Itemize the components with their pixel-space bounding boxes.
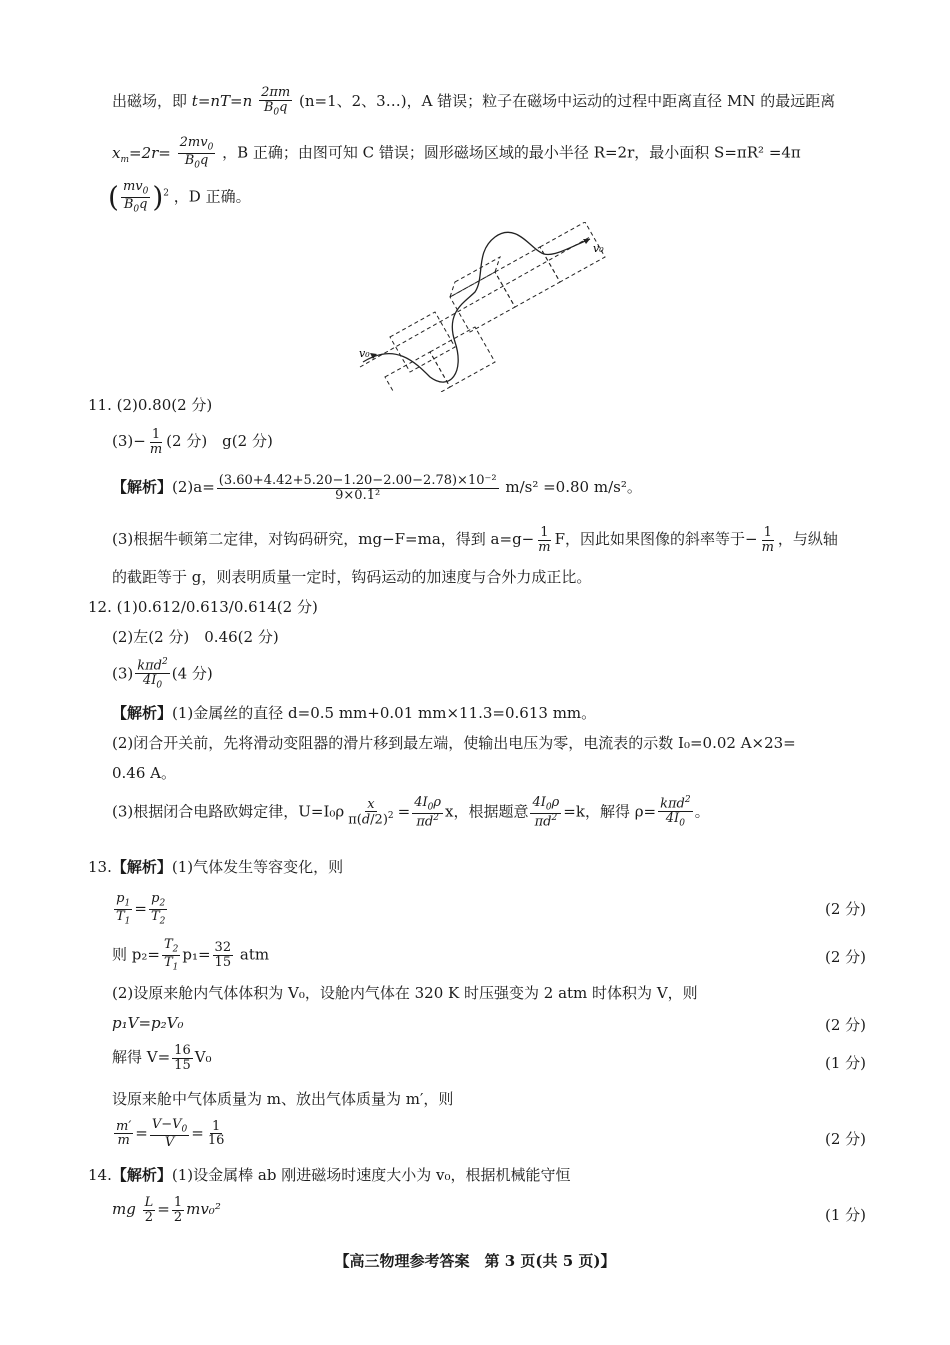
jiexi-label: 【解析】	[112, 704, 173, 722]
score: (1 分)	[824, 1206, 866, 1224]
q13-eq-2	[112, 938, 269, 973]
fraction-1-m: $\frac{1}{m}$	[538, 525, 551, 555]
q13-line-6: 设原来舱中气体质量为 m、放出气体质量为 m′，则	[112, 1090, 454, 1108]
paren-left: (	[108, 180, 119, 214]
text: ，B 正确；由图可知 C 错误；圆形磁场区域的最小半径 R=2r，最小面积 S=πR² =4π	[222, 143, 801, 162]
score: (1 分)	[824, 1054, 866, 1072]
text: mg	[112, 1200, 136, 1219]
fraction-rho: $\frac{k\pi d^2}{4I_0}$	[660, 795, 691, 829]
q13-eq-4: p₁V=p₂V₀	[112, 1014, 184, 1032]
fraction-1-2: $\frac{1}{2}$	[173, 1195, 183, 1225]
fraction-1-16: $\frac{1}{16}$	[207, 1118, 225, 1149]
fraction-T2-T1: $\frac{T_2}{T_1}$	[163, 937, 179, 973]
label-v0-right: v₀	[593, 242, 604, 255]
jiexi-label: 【解析】	[112, 478, 173, 497]
text: 14.	[88, 1166, 112, 1184]
q11-answer-2: 11. (2)0.80(2 分)	[88, 396, 213, 414]
paren-right: )	[152, 180, 164, 214]
cell	[385, 352, 450, 392]
particle-trajectory	[363, 232, 590, 382]
q13-eq-5	[112, 1044, 212, 1072]
q12-jiexi-2a: (2)闭合开关前，先将滑动变阻器的滑片移到最左端，使输出电压为零，电流表的示数 I₀=0.02 A×23=	[112, 734, 796, 752]
text: atm	[239, 945, 270, 964]
text: (n=1、2、3…)，A 错误；粒子在磁场中运动的过程中距离直径 MN 的最远距离	[299, 91, 836, 110]
fraction-accel: $\frac{\text{(3.60+4.42+5.20−1.20−2.00−2.78)×10⁻²}}{\text{9×0.1²}}$	[218, 473, 497, 503]
formula-xm: $x_m=2r=$	[112, 143, 171, 165]
cell	[390, 312, 455, 372]
formula-t: t=nT=n	[191, 91, 253, 110]
text: (1)设金属棒 ab 刚进磁场时速度大小为 v₀，根据机械能守恒	[171, 1166, 571, 1184]
p10-line-3: ( $\frac{mv_0}{B_0q}$ )$^2$ ，D 正确。	[108, 179, 251, 215]
text: =	[191, 1123, 204, 1142]
text: (2 分) g(2 分)	[166, 432, 273, 451]
fraction-2mv0: $\frac{2mv_0}{B_0q}$	[179, 135, 214, 171]
q12-answer-1: 12. (1)0.612/0.613/0.614(2 分)	[88, 598, 318, 616]
score: (2 分)	[824, 1130, 866, 1148]
jiexi-label: 【解析】	[111, 858, 172, 876]
fraction-1-m: $\frac{1}{m}$	[149, 427, 163, 457]
text: (3)根据牛顿第二定律，对钩码研究，mg−F=ma，得到 a=g−	[112, 530, 535, 549]
p10-line-1	[112, 86, 835, 118]
q12-answer-2: (2)左(2 分) 0.46(2 分)	[112, 628, 279, 646]
fraction-1-m: $\frac{1}{m}$	[761, 525, 774, 555]
text: (4 分)	[171, 664, 213, 683]
q12-jiexi-2b: 0.46 A。	[112, 764, 176, 782]
band-line-top	[360, 237, 590, 367]
text: (3)根据闭合电路欧姆定律，U=I₀ρ	[112, 802, 345, 821]
q12-jiexi-3: (3)根据闭合电路欧姆定律，U=I₀ρ $\frac{x}{\pi(d/2)^2}$ = $\frac{4I_0\rho}{\pi d^2}$ x，根据题意 $\frac{4I_0\rho}{\pi d^2}$ =k，解得 ρ= $\frac{k\pi d^2}{4I_0}$ 。	[112, 795, 710, 830]
fraction-4I0rho: $\frac{4I_0\rho}{\pi d^2}$	[414, 795, 442, 830]
fraction-p2-T2: $\frac{p_2}{T_2}$	[150, 891, 166, 927]
fraction-32-15: $\frac{32}{15}$	[214, 940, 232, 971]
q12-answer-3	[112, 658, 213, 691]
text: x，根据题意	[445, 802, 529, 821]
cell	[430, 327, 495, 387]
text: F，因此如果图像的斜率等于−	[554, 530, 758, 549]
text: m/s² =0.80 m/s²。	[505, 478, 642, 497]
fraction-16-15: $\frac{16}{15}$	[174, 1043, 191, 1073]
text: 出磁场，即	[112, 91, 188, 110]
text: (2)a=	[172, 478, 215, 497]
text: 13.	[88, 858, 112, 876]
fraction-rho: $\frac{k\pi d^2}{4I_0}$	[137, 657, 168, 691]
text: V₀	[194, 1048, 212, 1067]
score: (2 分)	[824, 948, 866, 966]
text: ，D 正确。	[173, 187, 251, 206]
q13-head	[88, 858, 343, 876]
fraction-mv0: $\frac{mv_0}{B_0q}$	[122, 179, 149, 215]
q13-eq-7: $\frac{m'}{m}$ = $\frac{V-V_0}{V}$ = $\frac{1}{16}$	[116, 1117, 225, 1151]
q12-jiexi-1	[112, 704, 596, 722]
fraction-L-2: $\frac{L}{2}$	[144, 1195, 154, 1225]
text: 解得 V=	[112, 1048, 171, 1067]
label-v0-left: v₀	[359, 347, 370, 360]
trajectory-figure	[355, 222, 625, 392]
text: 。	[694, 802, 710, 821]
q11-jiexi-2	[112, 474, 642, 502]
text: (1)气体发生等容变化，则	[171, 858, 344, 876]
q14-eq-1	[112, 1196, 221, 1224]
score: (2 分)	[824, 1016, 866, 1034]
fraction-x-area: $\frac{x}{\pi(d/2)^2}$	[348, 796, 394, 828]
jiexi-label: 【解析】	[111, 1166, 172, 1184]
score: (2 分)	[824, 900, 866, 918]
q11-jiexi-3b: 的截距等于 g，则表明质量一定时，钩码运动的加速度与合外力成正比。	[112, 568, 592, 586]
fraction-2pim: $\frac{2\pi m}{B_0q}$	[261, 85, 291, 118]
fraction-p1-T1: $\frac{p_1}{T_1}$	[116, 891, 131, 927]
page-footer: 【高三物理参考答案 第 3 页(共 5 页)】	[334, 1252, 616, 1270]
cell	[495, 247, 560, 307]
text: (3)−	[112, 432, 146, 451]
text: 则 p₂=	[112, 945, 160, 964]
text: =	[157, 1200, 170, 1219]
text: (1)金属丝的直径 d=0.5 mm+0.01 mm×11.3=0.613 mm。	[172, 704, 597, 722]
cell	[450, 272, 515, 332]
q14-head	[88, 1166, 570, 1184]
q11-jiexi-3a	[112, 526, 838, 554]
fraction-mprime-m: $\frac{m'}{m}$	[116, 1118, 132, 1149]
q11-answer-3	[112, 428, 273, 456]
text: p₁=	[182, 945, 211, 964]
fraction-V-V0: $\frac{V-V_0}{V}$	[151, 1117, 188, 1151]
fraction-4I0rho: $\frac{4I_0\rho}{\pi d^2}$	[532, 795, 560, 830]
text: =k，解得 ρ=	[563, 802, 657, 821]
text: mv₀²	[186, 1200, 221, 1219]
q13-line-3: (2)设原来舱内气体体积为 V₀，设舱内气体在 320 K 时压强变为 2 atm 时体积为 V，则	[112, 984, 698, 1002]
text: (3)	[112, 664, 134, 683]
text: ，与纵轴	[777, 530, 838, 549]
p10-line-2	[112, 136, 801, 171]
q13-eq-1: $\frac{p_1}{T_1}$ = $\frac{p_2}{T_2}$	[116, 891, 166, 927]
